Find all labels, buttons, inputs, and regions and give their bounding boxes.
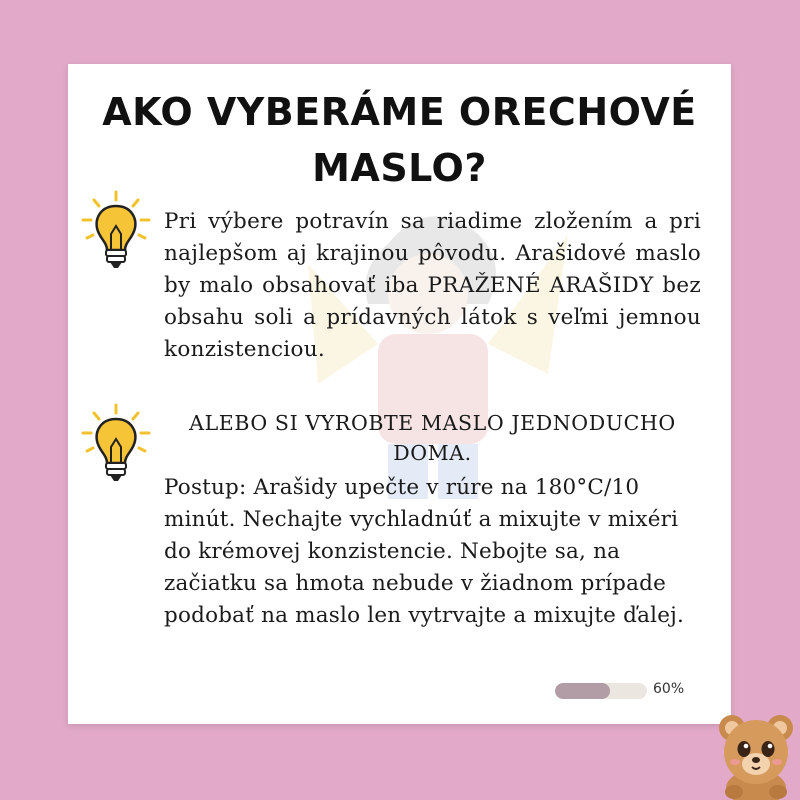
progress-track [555, 683, 647, 699]
progress-fill [555, 683, 610, 699]
progress-indicator [555, 678, 685, 702]
progress-label: 60% [653, 681, 685, 697]
teddy-bear-icon [712, 708, 800, 800]
selection-tips-text: Pri výbere potravín sa riadime zložením a pri najlepšom aj krajinou pôvodu. Arašidové maslo by malo obsahovať iba PRAŽENÉ ARAŠIDY bez obsahu soli a prídavných látok s veľmi jemnou konzistenciou. [164, 209, 701, 362]
page-title: AKO VYBERÁME ORECHOVÉ MASLO? [102, 90, 697, 190]
lightbulb-icon [80, 188, 152, 274]
lightbulb-icon [80, 401, 152, 487]
info-card [68, 64, 731, 724]
recipe-steps-text: Postup: Arašidy upečte v rúre na 180°C/10 minút. Nechajte vychladnúť a mixujte v mixéri do krémovej konzistencie. Nebojte sa, na začiatku sa hmota nebude v žiadnom prípade podobať na maslo len vytrvajte a mixujte ďalej. [164, 475, 685, 628]
homemade-heading: ALEBO SI VYROBTE MASLO JEDNODUCHO DOMA. [189, 411, 676, 465]
